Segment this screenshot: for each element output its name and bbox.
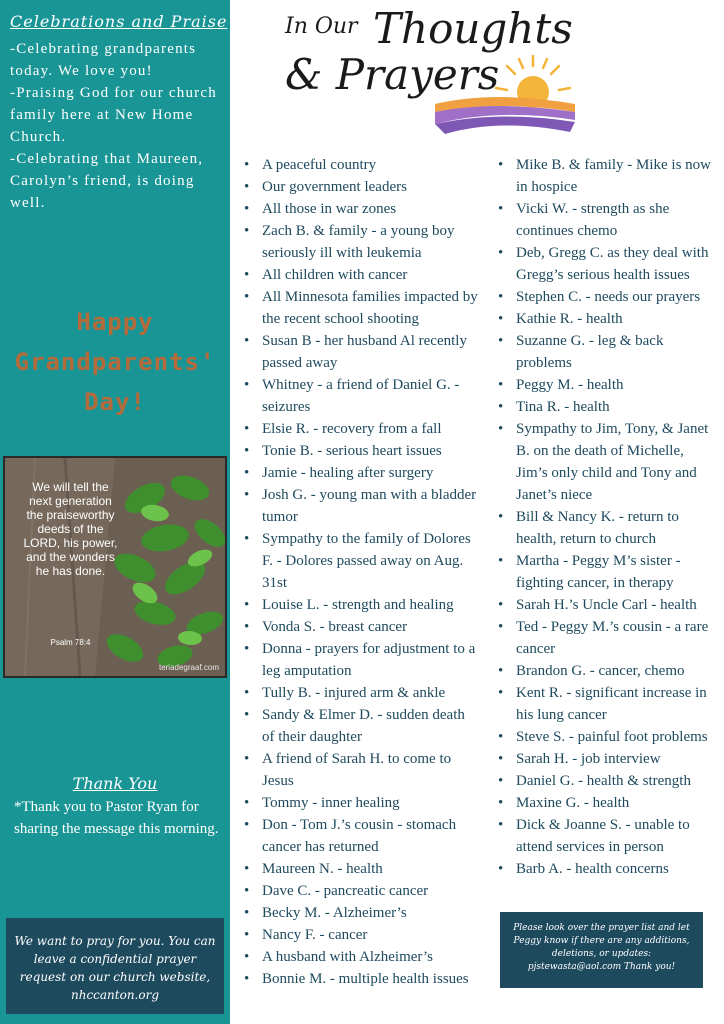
prayer-item: • Donna - prayers for adjustment to a leg amputation [240, 638, 480, 682]
prayer-item: • Barb A. - health concerns [494, 858, 719, 880]
prayer-item: • Ted - Peggy M.’s cousin - a rare cancer [494, 616, 719, 660]
prayer-item: • Peggy M. - health [494, 374, 719, 396]
scripture-quote: We will tell the next generation the praiseworthy deeds of the LORD, his power, and the wonders he has done. [23, 480, 118, 578]
celebration-item: -Celebrating that Maureen, Carolyn’s friend, is doing well. [10, 151, 204, 211]
celebration-item: -Celebrating grandparents today. We love you! [10, 41, 197, 79]
prayer-item: • All Minnesota families impacted by the recent school shooting [240, 286, 480, 330]
prayer-item: • Sympathy to Jim, Tony, & Janet B. on the death of Michelle, Jim’s only child and Tony and Janet’s niece [494, 418, 719, 506]
celebrations-title: Celebrations and Praise [10, 12, 228, 31]
celebration-item: -Praising God for our church family here at New Home Church. [10, 85, 217, 145]
prayer-item: • Jamie - healing after surgery [240, 462, 480, 484]
prayer-item: • Whitney - a friend of Daniel G. - seizures [240, 374, 480, 418]
prayer-request-text: We want to pray for you. You can leave a confidential prayer request on our church website, nhccanton.org [14, 934, 216, 1002]
celebrations-text [10, 38, 225, 214]
prayer-item: • Bill & Nancy K. - return to health, return to church [494, 506, 719, 550]
prayer-item: • Vonda S. - breast cancer [240, 616, 480, 638]
grandparents-line-2: Grandparents' [14, 348, 216, 376]
prayer-item: • Mike B. & family - Mike is now in hospice [494, 154, 719, 198]
prayer-list-left [240, 154, 480, 990]
prayer-item: • Suzanne G. - leg & back problems [494, 330, 719, 374]
prayer-item: • Maureen N. - health [240, 858, 480, 880]
thank-you-title: Thank You [72, 774, 158, 793]
prayer-item: • Vicki W. - strength as she continues chemo [494, 198, 719, 242]
prayer-item: • A friend of Sarah H. to come to Jesus [240, 748, 480, 792]
photo-credit: teriadegraaf.com [158, 663, 219, 672]
logo-thoughts: Thoughts [373, 4, 573, 53]
grandparents-line-1: Happy [76, 308, 154, 336]
scripture-reference: Psalm 78:4 [50, 638, 91, 647]
sidebar [0, 0, 230, 1024]
prayer-item: • Becky M. - Alzheimer’s [240, 902, 480, 924]
prayer-item: • Steve S. - painful foot problems [494, 726, 719, 748]
prayer-item: • Sandy & Elmer D. - sudden death of their daughter [240, 704, 480, 748]
logo-prayers: & Prayers [285, 50, 500, 99]
prayer-item: • Susan B - her husband Al recently passed away [240, 330, 480, 374]
prayer-list-right [494, 154, 719, 880]
prayer-item: • Our government leaders [240, 176, 480, 198]
prayer-request-box [6, 918, 224, 1014]
prayer-item: • All those in war zones [240, 198, 480, 220]
logo-in-our: In Our [285, 14, 358, 39]
prayer-item: • Daniel G. - health & strength [494, 770, 719, 792]
prayer-item: • Tully B. - injured arm & ankle [240, 682, 480, 704]
prayer-item: • Kent R. - significant increase in his lung cancer [494, 682, 719, 726]
thank-you-text: *Thank you to Pastor Ryan for sharing the message this morning. [14, 799, 219, 837]
prayer-item: • Dave C. - pancreatic cancer [240, 880, 480, 902]
grandparents-line-3: Day! [84, 388, 146, 416]
prayer-item: • Tommy - inner healing [240, 792, 480, 814]
prayer-item: • Don - Tom J.’s cousin - stomach cancer has returned [240, 814, 480, 858]
prayer-item: • Tina R. - health [494, 396, 719, 418]
prayer-item: • Tonie B. - serious heart issues [240, 440, 480, 462]
prayer-item: • Deb, Gregg C. as they deal with Gregg’s serious health issues [494, 242, 719, 286]
prayer-item: • Sarah H. - job interview [494, 748, 719, 770]
prayer-item: • A peaceful country [240, 154, 480, 176]
prayer-item: • Bonnie M. - multiple health issues [240, 968, 480, 990]
prayer-item: • Sarah H.’s Uncle Carl - health [494, 594, 719, 616]
prayer-item: • Nancy F. - cancer [240, 924, 480, 946]
prayer-item: • All children with cancer [240, 264, 480, 286]
thoughts-prayers-logo [285, 4, 585, 140]
prayer-item: • Louise L. - strength and healing [240, 594, 480, 616]
prayer-item: • Maxine G. - health [494, 792, 719, 814]
prayer-item: • Dick & Joanne S. - unable to attend services in person [494, 814, 719, 858]
update-note-text: Please look over the prayer list and let Peggy know if there are any additions, deletions, or updates: pjstewasta@aol.com Thank you! [513, 923, 690, 972]
prayer-item: • Martha - Peggy M’s sister - fighting cancer, in therapy [494, 550, 719, 594]
prayer-item: • Kathie R. - health [494, 308, 719, 330]
prayer-item: • Elsie R. - recovery from a fall [240, 418, 480, 440]
prayer-item: • Brandon G. - cancer, chemo [494, 660, 719, 682]
scripture-photo [3, 456, 227, 678]
prayer-item: • Josh G. - young man with a bladder tumor [240, 484, 480, 528]
prayer-item: • Zach B. & family - a young boy seriously ill with leukemia [240, 220, 480, 264]
update-note-box [500, 912, 703, 988]
grandparents-day-heading [0, 302, 230, 422]
prayer-item: • A husband with Alzheimer’s [240, 946, 480, 968]
prayer-item: • Sympathy to the family of Dolores F. - Dolores passed away on Aug. 31st [240, 528, 480, 594]
prayer-item: • Stephen C. - needs our prayers [494, 286, 719, 308]
